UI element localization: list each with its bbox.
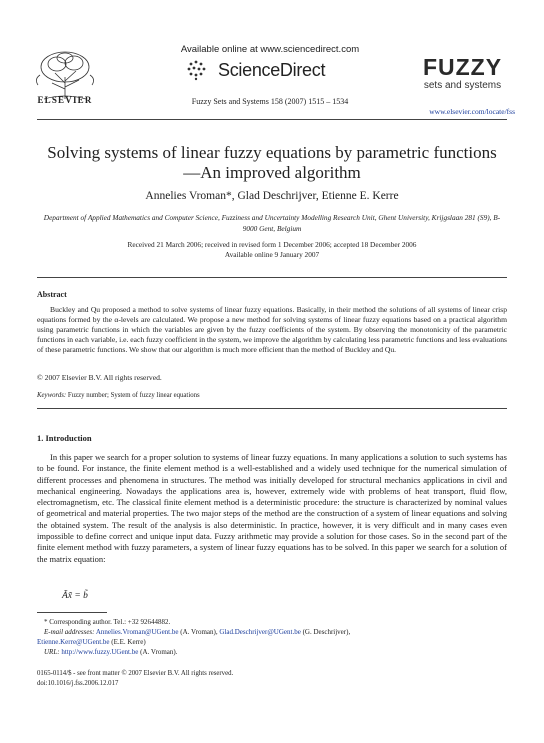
email-link-deschrijver[interactable]: Glad.Deschrijver@UGent.be: [219, 628, 301, 636]
abstract-copyright: © 2007 Elsevier B.V. All rights reserved.: [37, 373, 162, 382]
url-label: URL:: [44, 648, 60, 656]
keywords-label: Keywords:: [37, 392, 67, 399]
email-owner-vroman: (A. Vroman),: [178, 628, 220, 636]
keywords: [37, 392, 200, 399]
abstract-text: Buckley and Qu proposed a method to solve systems of linear fuzzy equations. Basically, in their method the solutions of all systems of linear crisp equations formed by the α-levels are calculated. We propose a new method for solving systems of linear fuzzy equations based on a practical algorithm using parametric functions in which the variables are given by the fuzzy coefficients of the system. By observing the monotonicity of the parametric functions in each variable, i.e. each fuzzy coefficient in the system, we improve the algorithm by calculating less parametric functions and less evaluations of these parametric functions. We show that our algorithm is much more efficient than the method of Buckley and Qu.: [37, 305, 507, 355]
email-link-kerre[interactable]: Etienne.Kerre@UGent.be: [37, 638, 110, 646]
url-owner: (A. Vroman).: [138, 648, 178, 656]
doi-line[interactable]: doi:10.1016/j.fss.2006.12.017: [37, 679, 119, 687]
article-title: Solving systems of linear fuzzy equations by parametric functions—An improved algorithm: [47, 143, 497, 182]
introduction-text: In this paper we search for a proper solution to systems of linear fuzzy equations. In many applications a solution to such systems has to be found. For instance, the finite element method is a well-established and a widely used technique for the numerical simulation of different processes and phenomena in structures. The method was initially developed for structural mechanics applications in civil and mechanical engineering. Nowadays the applications area is, however, extremely wide with problems of heat transport, fluid flow, electromagnetism, etc. The classical finite element method is a deterministic procedure: the structure is characterized by nominal values of geometrical and material properties. The two major steps of the method are the construction of a system of linear equations and solving the obtained system. The result of the analysis is also deterministic. In practice, however, it is very difficult and in many cases even impossible to define correct and unique input data. Fuzzy arithmetic may provide a solution for those cases. So in the second part of the finite element method with fuzzy parameters, a system of linear fuzzy equations has to be solved. In this paper we search for a solution of the matrix equation:: [37, 452, 507, 564]
footnote-divider: [37, 612, 107, 613]
email-owner-kerre: (E.E. Kerre): [109, 638, 146, 646]
abstract-heading: Abstract: [37, 290, 67, 299]
email-line-2: [37, 637, 507, 647]
abstract-bottom-divider: [37, 408, 507, 409]
issn-line: 0165-0114/$ - see front matter © 2007 Elsevier B.V. All rights reserved.: [37, 670, 234, 677]
received-dates: Received 21 March 2006; received in revised form 1 December 2006; accepted 18 December 2006: [127, 240, 417, 249]
email-owner-deschrijver: (G. Deschrijver),: [300, 628, 351, 636]
matrix-equation: Ãx̃ = b̃: [62, 591, 88, 601]
article-dates: [37, 240, 507, 260]
url-note: [37, 647, 507, 657]
keywords-list: Fuzzy number; System of fuzzy linear equations: [67, 392, 200, 399]
article-authors: Annelies Vroman*, Glad Deschrijver, Etienne E. Kerre: [145, 190, 399, 202]
journal-url-link[interactable]: www.elsevier.com/locate/fss: [429, 107, 515, 116]
front-matter-info: [37, 669, 507, 688]
available-online-banner[interactable]: Available online at www.sciencedirect.com: [180, 44, 360, 55]
corresponding-author-note: * Corresponding author. Tel.: +32 92644882.: [44, 618, 171, 626]
email-label: E-mail addresses:: [44, 628, 95, 636]
journal-logo-subtitle: sets and systems: [423, 80, 502, 91]
homepage-link[interactable]: http://www.fuzzy.UGent.be: [61, 648, 139, 656]
footnotes: [37, 617, 507, 657]
publisher-name: ELSEVIER: [37, 95, 93, 105]
header-divider: [37, 119, 507, 120]
section-heading: 1. Introduction: [37, 433, 92, 443]
author-affiliation: Department of Applied Mathematics and Computer Science, Fuzziness and Uncertainty Modelling Research Unit, Ghent University, Krijgslaan 281 (S9), B-9000 Gent, Belgium: [43, 213, 501, 233]
email-addresses: [37, 627, 507, 637]
email-link-vroman[interactable]: Annelies.Vroman@UGent.be: [95, 628, 179, 636]
available-online-date: Available online 9 January 2007: [224, 250, 320, 259]
journal-reference: Fuzzy Sets and Systems 158 (2007) 1515 – 1534: [191, 97, 349, 106]
journal-logo-title: FUZZY: [422, 54, 503, 80]
abstract-top-divider: [37, 277, 507, 278]
sciencedirect-wordmark: ScienceDirect: [218, 60, 326, 80]
